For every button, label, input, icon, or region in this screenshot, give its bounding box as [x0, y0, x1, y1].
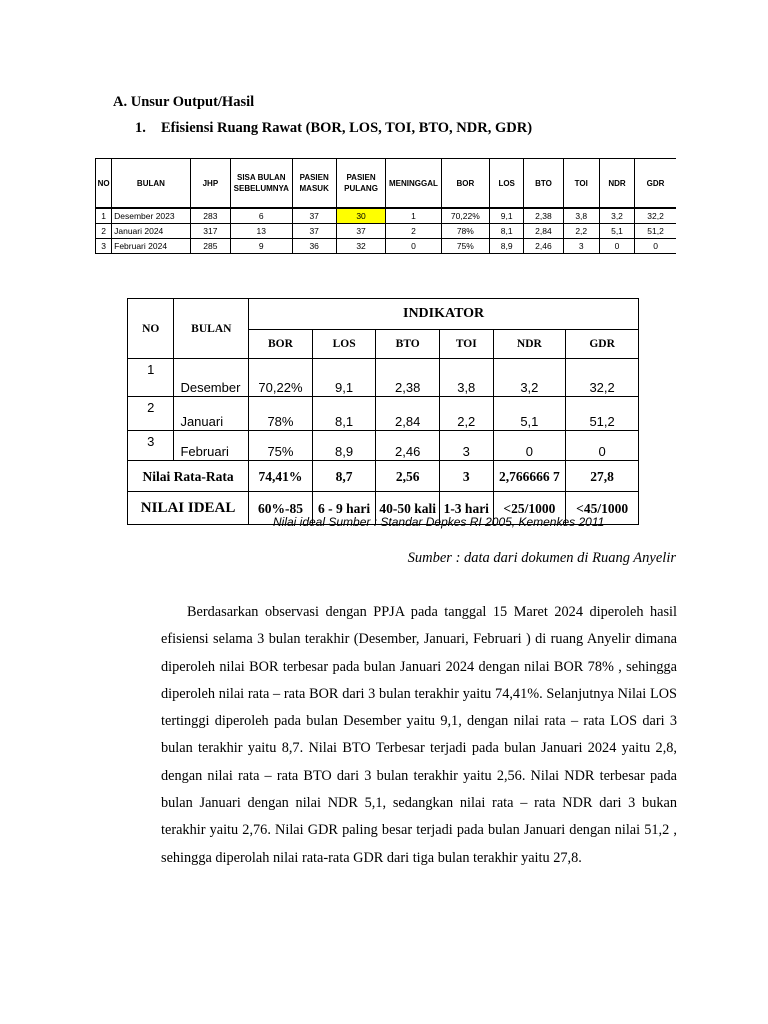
ideal-row-value: <45/1000 — [566, 492, 639, 525]
section-label: A. — [113, 94, 128, 110]
t1-cell: 37 — [292, 208, 336, 224]
t2-value-cell: 2,84 — [376, 397, 440, 431]
t1-cell: 0 — [386, 239, 441, 254]
t2-value-cell: 3 — [440, 431, 494, 461]
t1-cell: 2,84 — [524, 224, 563, 239]
subsection-heading — [135, 120, 532, 137]
t1-header-cell: TOI — [563, 159, 599, 209]
section-heading — [113, 94, 254, 111]
t1-cell: 0 — [635, 239, 676, 254]
t1-header-cell: BTO — [524, 159, 563, 209]
ideal-row-value: 6 - 9 hari — [312, 492, 376, 525]
t1-cell: 8,1 — [490, 224, 524, 239]
t2-value-cell: 32,2 — [566, 359, 639, 397]
ideal-row-value: <25/1000 — [493, 492, 566, 525]
t2-subheader-cell: NDR — [493, 330, 566, 359]
average-row-value: 2,56 — [376, 461, 440, 492]
t1-row — [96, 208, 677, 224]
t2-month-row — [128, 359, 639, 397]
t2-value-cell: 70,22% — [249, 359, 313, 397]
t1-cell: 78% — [441, 224, 489, 239]
average-row-value: 8,7 — [312, 461, 376, 492]
analysis-paragraph — [161, 599, 677, 872]
t1-cell: 2,46 — [524, 239, 563, 254]
t1-cell: 6 — [231, 208, 292, 224]
t2-subheader-cell: BTO — [376, 330, 440, 359]
t1-cell: 32 — [336, 239, 385, 254]
indikator-header: INDIKATOR — [249, 299, 639, 330]
average-row-label: Nilai Rata-Rata — [128, 461, 249, 492]
t2-no-cell: 3 — [128, 431, 174, 461]
ideal-row-value: 40-50 kali — [376, 492, 440, 525]
efficiency-data-table — [95, 158, 676, 254]
t2-value-cell: 0 — [493, 431, 566, 461]
t1-header-cell: JHP — [190, 159, 230, 209]
t1-cell: 2,2 — [563, 224, 599, 239]
t1-cell: Desember 2023 — [112, 208, 191, 224]
t1-cell: 2 — [96, 224, 112, 239]
t1-header-cell: LOS — [490, 159, 524, 209]
t1-cell: 3 — [563, 239, 599, 254]
average-row-value: 3 — [440, 461, 494, 492]
average-row-value: 27,8 — [566, 461, 639, 492]
t1-cell: 3 — [96, 239, 112, 254]
t2-value-cell: 78% — [249, 397, 313, 431]
t1-cell: 1 — [386, 208, 441, 224]
t1-cell: 37 — [336, 224, 385, 239]
t1-cell: 36 — [292, 239, 336, 254]
t2-value-cell: 3,8 — [440, 359, 494, 397]
t1-cell: 3,2 — [599, 208, 634, 224]
average-row-value: 74,41% — [249, 461, 313, 492]
t1-cell: 8,9 — [490, 239, 524, 254]
t1-cell: 30 — [336, 208, 385, 224]
t1-cell: 317 — [190, 224, 230, 239]
t1-cell: 283 — [190, 208, 230, 224]
t2-month-cell: Desember — [174, 359, 249, 397]
paragraph-text: Berdasarkan observasi dengan PPJA pada tanggal 15 Maret 2024 diperoleh hasil efisiensi selama 3 bulan terakhir (Desember, Januari, Februari ) di ruang Anyelir dimana diperoleh nilai BOR terbesar pada bulan Januari 2024 dengan nilai BOR 78% , sehingga diperoleh nilai rata – rata BOR dari 3 bulan terakhir yaitu 74,41%. Selanjutnya Nilai LOS tertinggi diperoleh pada bulan Desember yaitu 9,1, dengan nilai rata – rata LOS dari 3 bulan terakhir yaitu 8,7. Nilai BTO Terbesar terjadi pada bulan Januari 2024 yaitu 2,8, dengan nilai rata – rata BTO dari 3 bulan terakhir yaitu 2,56. Nilai NDR terbesar pada bulan Januari dengan nilai NDR 5,1, sedangkan nilai rata – rata NDR dari 3 bukan terakhir yaitu 2,76. Nilai GDR paling besar terjadi pada bulan Januari dengan nilai 51,2 , sehingga diperolah nilai rata-rata GDR dari tiga bulan terakhir yaitu 27,8. — [161, 604, 677, 866]
t1-cell: 9,1 — [490, 208, 524, 224]
t1-header-cell: MENINGGAL — [386, 159, 441, 209]
t2-value-cell: 2,46 — [376, 431, 440, 461]
t1-cell: 9 — [231, 239, 292, 254]
t2-value-cell: 9,1 — [312, 359, 376, 397]
t2-value-cell: 2,38 — [376, 359, 440, 397]
t1-cell: 2,38 — [524, 208, 563, 224]
t2-subheader-cell: BOR — [249, 330, 313, 359]
t1-header-cell: PASIEN MASUK — [292, 159, 336, 209]
ideal-row-label: NILAI IDEAL — [128, 492, 249, 525]
col-header-bulan: BULAN — [174, 299, 249, 359]
t1-header-cell: GDR — [635, 159, 676, 209]
indicator-table — [127, 298, 639, 525]
t1-row — [96, 239, 677, 254]
t1-header-cell: BOR — [441, 159, 489, 209]
data-source-note: Sumber : data dari dokumen di Ruang Anyelir — [407, 550, 676, 566]
t1-cell: 285 — [190, 239, 230, 254]
t1-header-cell: SISA BULAN SEBELUMNYA — [231, 159, 292, 209]
t2-value-cell: 2,2 — [440, 397, 494, 431]
t2-value-cell: 0 — [566, 431, 639, 461]
t1-cell: 37 — [292, 224, 336, 239]
t1-cell: 51,2 — [635, 224, 676, 239]
t2-month-cell: Januari — [174, 397, 249, 431]
t1-cell: Januari 2024 — [112, 224, 191, 239]
t1-cell: 2 — [386, 224, 441, 239]
t2-subheader-cell: TOI — [440, 330, 494, 359]
average-row-value: 2,766666 7 — [493, 461, 566, 492]
t1-header-cell: NO — [96, 159, 112, 209]
t1-cell: 75% — [441, 239, 489, 254]
t1-cell: 13 — [231, 224, 292, 239]
t2-month-row — [128, 397, 639, 431]
t1-header-cell: BULAN — [112, 159, 191, 209]
t1-cell: 32,2 — [635, 208, 676, 224]
t2-value-cell: 51,2 — [566, 397, 639, 431]
t1-row — [96, 224, 677, 239]
t1-header-cell: PASIEN PULANG — [336, 159, 385, 209]
t2-no-cell: 2 — [128, 397, 174, 431]
t1-cell: 5,1 — [599, 224, 634, 239]
t2-value-cell: 5,1 — [493, 397, 566, 431]
t1-header-cell: NDR — [599, 159, 634, 209]
subsection-title: Efisiensi Ruang Rawat (BOR, LOS, TOI, BTO, NDR, GDR) — [161, 120, 533, 136]
t1-cell: 0 — [599, 239, 634, 254]
average-row — [128, 461, 639, 492]
t2-value-cell: 75% — [249, 431, 313, 461]
t1-cell: 70,22% — [441, 208, 489, 224]
col-header-no: NO — [128, 299, 174, 359]
t2-month-cell: Februari — [174, 431, 249, 461]
subsection-label: 1. — [135, 120, 146, 136]
ideal-row-value: 1-3 hari — [440, 492, 494, 525]
t2-value-cell: 8,1 — [312, 397, 376, 431]
t2-value-cell: 8,9 — [312, 431, 376, 461]
t1-cell: Februari 2024 — [112, 239, 191, 254]
t1-cell: 1 — [96, 208, 112, 224]
t2-subheader-cell: GDR — [566, 330, 639, 359]
t2-no-cell: 1 — [128, 359, 174, 397]
ideal-value-source-note: Nilai ideal Sumber : Standar Depkes RI 2005, Kemenkes 2011 — [273, 515, 605, 529]
ideal-row-value: 60%-85 — [249, 492, 313, 525]
t2-value-cell: 3,2 — [493, 359, 566, 397]
t1-cell: 3,8 — [563, 208, 599, 224]
t2-subheader-cell: LOS — [312, 330, 376, 359]
t2-month-row — [128, 431, 639, 461]
section-title: Unsur Output/Hasil — [130, 94, 255, 110]
